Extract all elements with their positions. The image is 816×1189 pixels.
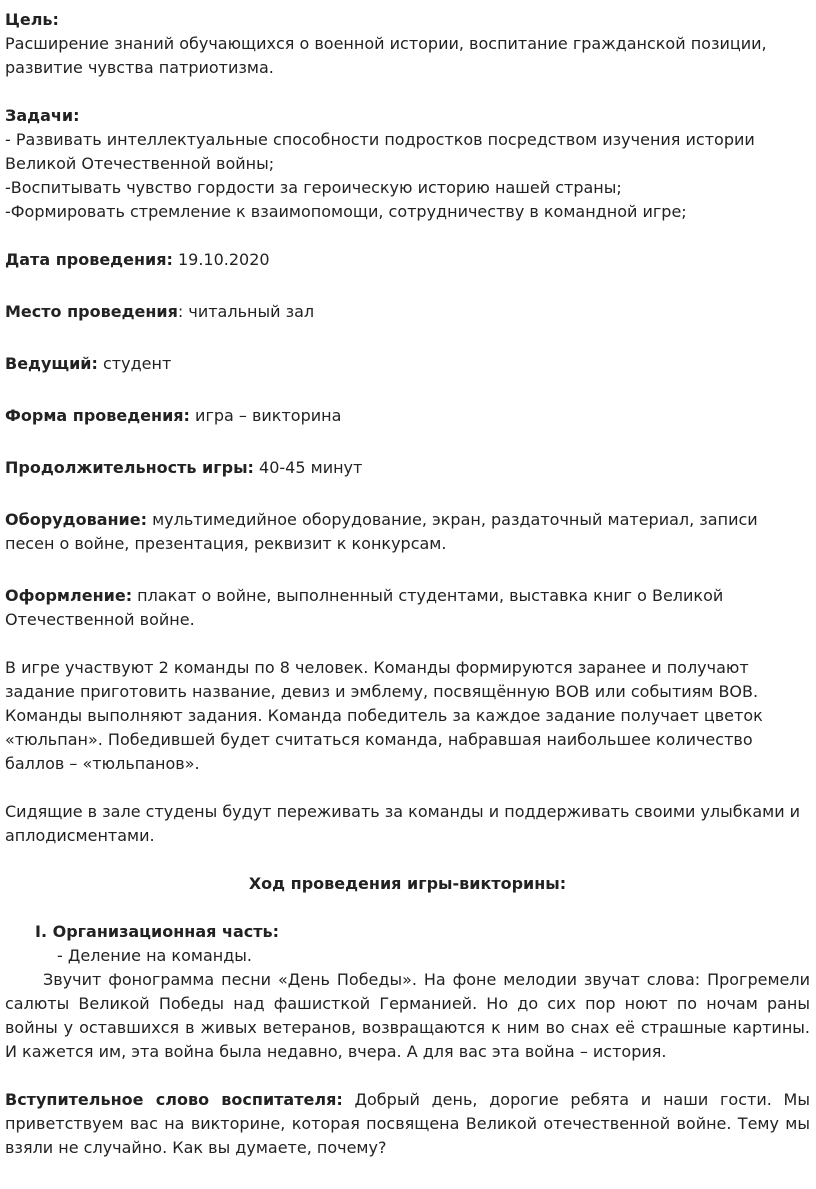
detail-value: : читальный зал <box>177 302 315 321</box>
detail-row-place <box>5 300 810 324</box>
detail-value: игра – викторина <box>189 406 342 425</box>
detail-row-host <box>5 352 810 376</box>
tasks-section <box>5 104 810 224</box>
intro-text: Добрый день, дорогие ребята и наши гости. Мы приветствуем вас на викторине, которая посвящена Великой отечественной войне. Тему мы взяли не случайно. Как вы думаете, почему? <box>5 1090 810 1157</box>
detail-row-decoration <box>5 584 810 632</box>
detail-row-date <box>5 248 810 272</box>
task-item: -Воспитывать чувство гордости за героическую историю нашей страны; <box>5 178 622 197</box>
goal-text: Расширение знаний обучающихся о военной истории, воспитание гражданской позиции, развитие чувства патриотизма. <box>5 34 767 77</box>
detail-value: плакат о войне, выполненный студентами, выставка книг о Великой Отечественной войне. <box>5 586 724 629</box>
detail-value: мультимедийное оборудование, экран, раздаточный материал, записи песен о войне, презентация, реквизит к конкурсам. <box>5 510 758 553</box>
division-item: - Деление на команды. <box>57 946 252 965</box>
narration-paragraph: Звучит фонограмма песни «День Победы». На фоне мелодии звучат слова: Прогремели салюты Великой Победы над фашисткой Германией. Но до сих пор ноют по ночам раны войны у оставшихся в живых ветеранов, возвращаются к ним во снах её страшные картины. И кажется им, эта война была недавно, вчера. А для вас эта война – история. <box>5 970 810 1061</box>
detail-row-equipment <box>5 508 810 556</box>
detail-row-format <box>5 404 810 428</box>
intro-label: Вступительное слово воспитателя: <box>5 1090 343 1109</box>
detail-value: 40-45 минут <box>253 458 363 477</box>
section1-title: I. Организационная часть: <box>35 922 280 941</box>
detail-value: студент <box>97 354 172 373</box>
detail-value: 19.10.2020 <box>172 250 270 269</box>
task-item: - Развивать интеллектуальные способности подростков посредством изучения истории Великой Отечественной войны; <box>5 130 755 173</box>
detail-label: Место проведения <box>5 302 178 321</box>
goal-label: Цель: <box>5 10 59 29</box>
detail-label: Ведущий: <box>5 354 98 373</box>
tasks-label: Задачи: <box>5 106 80 125</box>
section-heading: Ход проведения игры-викторины: <box>248 874 567 893</box>
detail-label: Продолжительность игры: <box>5 458 254 477</box>
intro-paragraph <box>5 1088 810 1160</box>
audience-paragraph: Сидящие в зале студены будут переживать за команды и поддерживать своими улыбками и аплодисментами. <box>5 802 801 845</box>
document-page <box>5 8 810 1160</box>
detail-label: Оформление: <box>5 586 133 605</box>
detail-label: Дата проведения: <box>5 250 173 269</box>
task-item: -Формировать стремление к взаимопомощи, сотрудничеству в командной игре; <box>5 202 687 221</box>
detail-label: Оборудование: <box>5 510 147 529</box>
teams-paragraph: В игре участвуют 2 команды по 8 человек. Команды формируются заранее и получают задание приготовить название, девиз и эмблему, посвящённую ВОВ или событиям ВОВ. Команды выполняют задания. Команда победитель за каждое задание получает цветок «тюльпан». Победившей будет считаться команда, набравшая наибольшее количество баллов – «тюльпанов». <box>5 658 763 773</box>
goal-paragraph <box>5 8 810 80</box>
detail-row-duration <box>5 456 810 480</box>
detail-label: Форма проведения: <box>5 406 190 425</box>
